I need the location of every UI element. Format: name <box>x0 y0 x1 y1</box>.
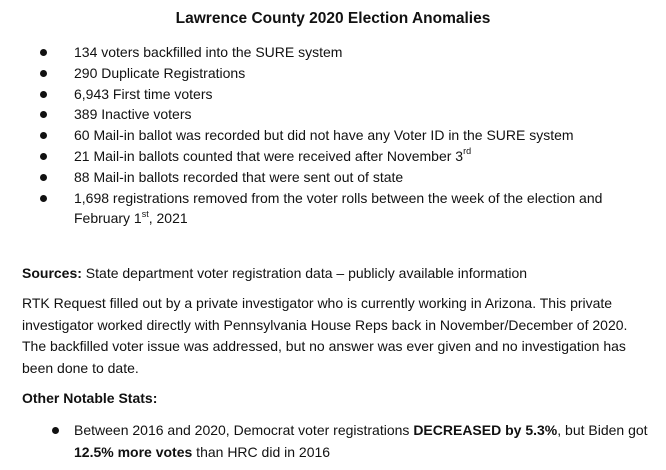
stat-bold-more-votes: 12.5% more votes <box>74 443 193 460</box>
list-item-text: 389 Inactive voters <box>74 106 192 123</box>
list-item <box>40 104 650 125</box>
list-item-text: 88 Mail-in ballots recorded that were sent out of state <box>74 168 404 185</box>
other-stats-list <box>52 420 652 463</box>
bullet-dot-icon <box>40 132 47 139</box>
list-item <box>40 146 650 167</box>
list-item <box>40 125 650 146</box>
bullet-dot-icon <box>40 49 47 56</box>
list-item <box>40 167 650 188</box>
bullet-dot-icon <box>40 70 47 77</box>
bullet-dot-icon <box>40 195 47 202</box>
list-item-text: 60 Mail-in ballot was recorded but did not have any Voter ID in the SURE system <box>74 127 574 144</box>
stat-bold-decrease: DECREASED by 5.3% <box>413 422 558 438</box>
ordinal-suffix: st <box>141 208 149 219</box>
stat-text-part2: , but Biden got <box>557 422 648 438</box>
list-item-text: 21 Mail-in ballots counted that were received after November 3 <box>74 147 464 164</box>
list-item <box>52 420 652 463</box>
list-item <box>40 63 650 84</box>
sources-paragraph <box>22 263 652 285</box>
bullet-dot-icon <box>40 91 47 98</box>
ordinal-suffix: rd <box>463 146 472 157</box>
bullet-dot-icon <box>40 111 47 118</box>
stat-text-part1: Between 2016 and 2020, Democrat voter registrations <box>74 422 414 438</box>
list-item <box>40 84 650 105</box>
document-title: Lawrence County 2020 Election Anomalies <box>175 10 491 27</box>
list-item-text: 290 Duplicate Registrations <box>74 64 246 81</box>
bullet-dot-icon <box>52 427 59 434</box>
list-item <box>40 42 650 63</box>
list-item-text: 134 voters backfilled into the SURE system <box>74 44 343 60</box>
bullet-dot-icon <box>40 153 47 160</box>
bullet-dot-icon <box>40 174 47 181</box>
rtk-paragraph: RTK Request filled out by a private investigator who is currently working in Arizona. This private investigator worked directly with Pennsylvania House Reps back in November/December of 2020. The backfilled voter issue was addressed, but no answer was ever given and no investigation has been done to date. <box>22 295 628 376</box>
anomalies-list <box>40 42 650 229</box>
list-item-text: 1,698 registrations removed from the voter rolls between the week of the election and February 1 <box>74 189 603 227</box>
list-item-text: 6,943 First time voters <box>74 85 213 102</box>
list-item-text-tail: , 2021 <box>148 210 188 227</box>
list-item <box>40 188 650 230</box>
stat-text-part3: than HRC did in 2016 <box>192 443 331 460</box>
sources-text: State department voter registration data – publicly available information <box>81 265 528 281</box>
other-stats-heading: Other Notable Stats: <box>22 390 158 406</box>
sources-label: Sources: <box>22 265 82 281</box>
